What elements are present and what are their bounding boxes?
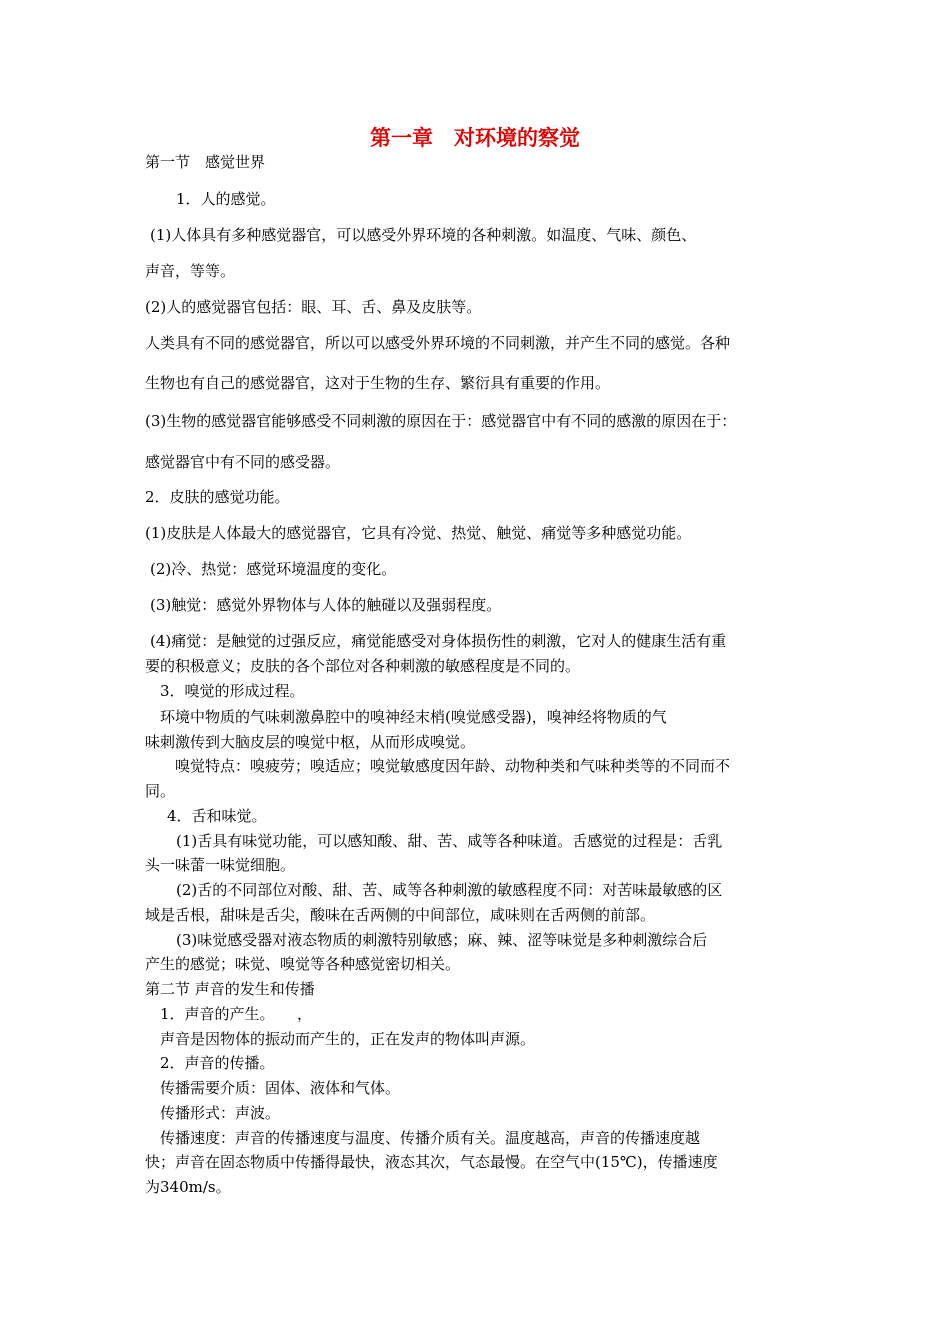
paragraph-line: 为340m/s。	[145, 1178, 231, 1196]
paragraph-line: 同。	[145, 782, 176, 800]
paragraph-line: (2)舌的不同部位对酸、甜、苦、咸等各种刺激的敏感程度不同：对苦味最敏感的区	[176, 881, 723, 899]
paragraph-line: 域是舌根，甜味是舌尖，酸味在舌两侧的中间部位，咸味则在舌两侧的前部。	[145, 906, 656, 924]
paragraph-line: 产生的感觉；味觉、嗅觉等各种感觉密切相关。	[145, 955, 461, 973]
item-heading: 3．嗅觉的形成过程。	[160, 682, 305, 700]
paragraph-line: 感觉器官中有不同的感受器。	[145, 453, 341, 471]
paragraph-line: (3)生物的感觉器官能够感受不同刺激的原因在于：感觉器官中有不同的感激的原因在于：	[145, 412, 737, 430]
section-heading: 第一节 感觉世界	[145, 153, 266, 171]
paragraph-line: 人类具有不同的感觉器官，所以可以感受外界环境的不同刺激，并产生不同的感觉。各种	[145, 334, 731, 352]
section-heading: 第二节 声音的发生和传播	[145, 980, 315, 998]
item-heading: 2．皮肤的感觉功能。	[145, 488, 290, 506]
paragraph-line: (1)皮肤是人体最大的感觉器官，它具有冷觉、热觉、触觉、痛觉等多种感觉功能。	[145, 524, 692, 542]
paragraph-line: 传播速度：声音的传播速度与温度、传播介质有关。温度越高，声音的传播速度越	[160, 1129, 701, 1147]
paragraph-line: 环境中物质的气味刺激鼻腔中的嗅神经末梢(嗅觉感受器)，嗅神经将物质的气	[160, 708, 667, 726]
item-heading: 2．声音的传播。	[160, 1054, 275, 1072]
paragraph-line: (1)舌具有味觉功能，可以感知酸、甜、苦、咸等各种味道。舌感觉的过程是：舌乳	[176, 832, 723, 850]
paragraph-line: (4)痛觉：是触觉的过强反应，痛觉能感受对身体损伤性的刺激，它对人的健康生活有重	[150, 632, 727, 650]
paragraph-line: (1)人体具有多种感觉器官，可以感受外界环境的各种刺激。如温度、气味、颜色、	[150, 226, 697, 244]
paragraph-line: (2)人的感觉器官包括：眼、耳、舌、鼻及皮肤等。	[145, 298, 482, 316]
paragraph-line: 要的积极意义；皮肤的各个部位对各种刺激的敏感程度是不同的。	[145, 657, 581, 675]
paragraph-line: (3)味觉感受器对液态物质的刺激特别敏感；麻、辣、涩等味觉是多种刺激综合后	[176, 931, 708, 949]
paragraph-line: 味刺激传到大脑皮层的嗅觉中枢，从而形成嗅觉。	[145, 733, 476, 751]
item-heading: 1．声音的产生。 ，	[160, 1005, 313, 1023]
paragraph-line: 传播需要介质：固体、液体和气体。	[160, 1079, 401, 1097]
item-heading: 1．人的感觉。	[176, 190, 276, 208]
paragraph-line: 嗅觉特点：嗅疲劳；嗅适应；嗅觉敏感度因年龄、动物种类和气味种类等的不同而不	[175, 757, 731, 775]
paragraph-line: 传播形式：声波。	[160, 1104, 281, 1122]
item-heading: 4．舌和味觉。	[167, 807, 267, 825]
paragraph-line: 声音是因物体的振动而产生的，正在发声的物体叫声源。	[160, 1030, 536, 1048]
paragraph-line: (3)触觉：感觉外界物体与人体的触碰以及强弱程度。	[150, 596, 502, 614]
paragraph-line: (2)冷、热觉：感觉环境温度的变化。	[150, 560, 397, 578]
chapter-title: 第一章 对环境的察觉	[370, 126, 580, 150]
paragraph-line: 头一味蕾一味觉细胞。	[145, 856, 296, 874]
paragraph-line: 生物也有自己的感觉器官，这对于生物的生存、繁衍具有重要的作用。	[145, 374, 611, 392]
paragraph-line: 声音，等等。	[145, 262, 236, 280]
paragraph-line: 快；声音在固态物质中传播得最快，液态其次，气态最慢。在空气中(15℃)，传播速度	[145, 1153, 718, 1171]
